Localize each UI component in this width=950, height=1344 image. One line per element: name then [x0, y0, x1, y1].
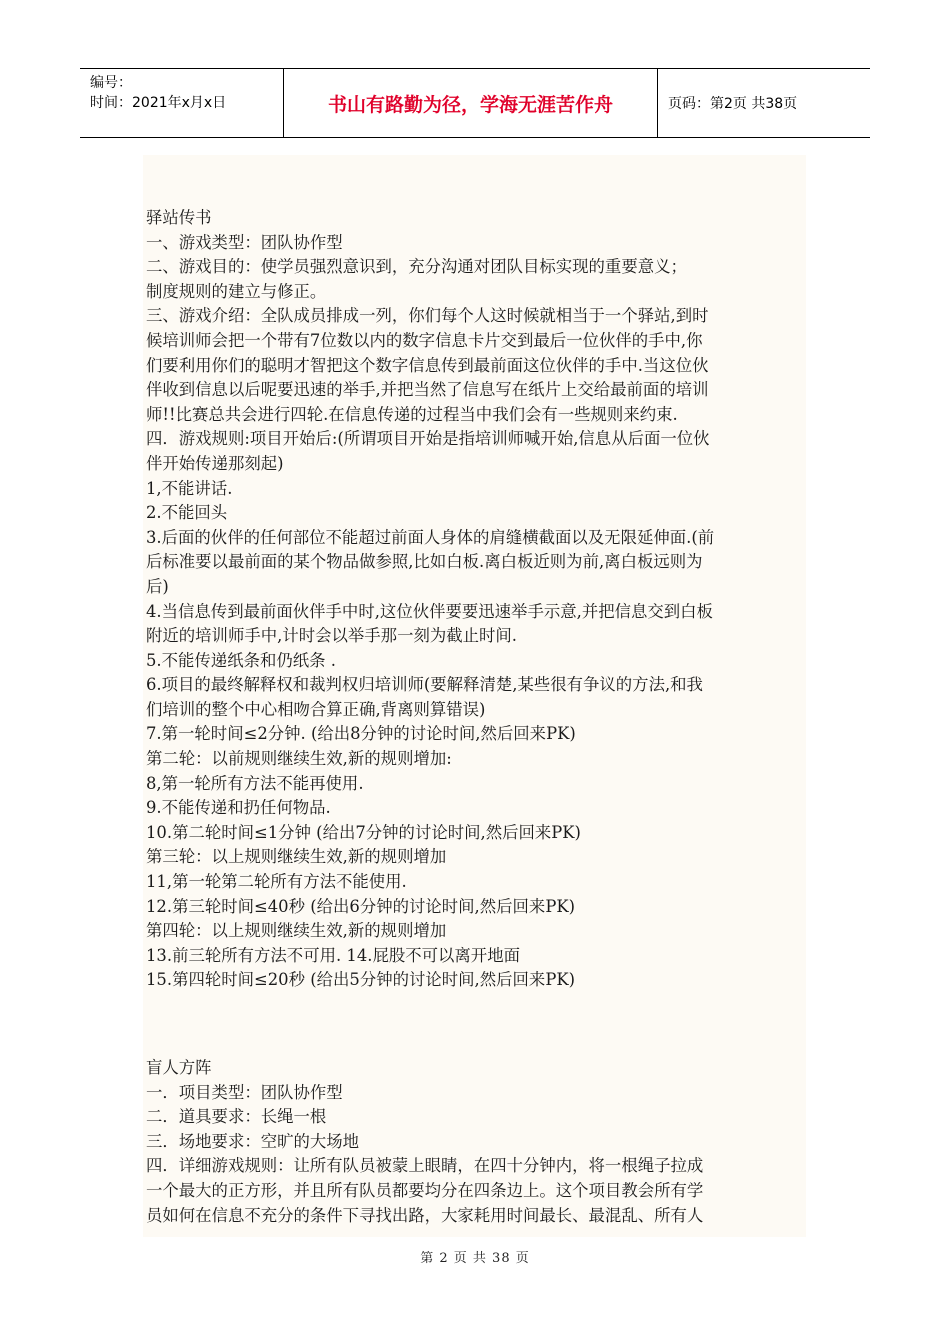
- text-line: 9.不能传递和扔任何物品.: [146, 798, 331, 818]
- text-line: 第三轮：以上规则继续生效,新的规则增加: [146, 847, 447, 867]
- text-line: 7.第一轮时间≤2分钟. (给出8分钟的讨论时间,然后回来PK): [146, 724, 576, 744]
- text-line: 3.后面的伙伴的任何部位不能超过前面人身体的肩缝横截面以及无限延伸面.(前: [146, 527, 715, 547]
- text-line: 1,不能讲话.: [146, 478, 233, 498]
- text-line: 三、游戏介绍：全队成员排成一列，你们每个人这时候就相当于一个驿站,到时: [146, 306, 709, 326]
- text-line: 候培训师会把一个带有7位数以内的数字信息卡片交到最后一位伙伴的手中,你: [146, 330, 703, 350]
- text-line: 制度规则的建立与修正。: [146, 281, 327, 301]
- text-line: 6.项目的最终解释权和裁判权归培训师(要解释清楚,某些很有争议的方法,和我: [146, 675, 703, 695]
- text-line: 后): [146, 576, 169, 596]
- text-line: 第二轮：以前规则继续生效,新的规则增加:: [146, 749, 452, 769]
- text-line: 11,第一轮第二轮所有方法不能使用.: [146, 872, 407, 892]
- page-footer: 第 2 页 共 38 页: [420, 1251, 530, 1266]
- text-line: 后标准要以最前面的某个物品做参照,比如白板.离白板近则为前,离白板远则为: [146, 552, 703, 572]
- text-line: 5.不能传递纸条和仍纸条 .: [146, 650, 336, 670]
- section-title: 盲人方阵: [146, 1058, 212, 1077]
- text-line: 四．游戏规则:项目开始后:(所谓项目开始是指培训师喊开始,信息从后面一位伙: [146, 429, 710, 449]
- text-line: 一．项目类型：团队协作型: [146, 1082, 343, 1102]
- header-meta: [80, 69, 284, 137]
- text-line: 三．场地要求：空旷的大场地: [146, 1131, 360, 1151]
- text-line: 二．道具要求：长绳一根: [146, 1107, 327, 1127]
- header-motto: 书山有路勤为径，学海无涯苦作舟: [284, 69, 658, 137]
- text-line: 四．详细游戏规则：让所有队员被蒙上眼睛，在四十分钟内，将一根绳子拉成: [146, 1156, 704, 1176]
- text-line: 员如何在信息不充分的条件下寻找出路，大家耗用时间最长、最混乱、所有人: [146, 1205, 704, 1225]
- section-title: 驿站传书: [146, 208, 212, 227]
- text-line: 12.第三轮时间≤40秒 (给出6分钟的讨论时间,然后回来PK): [146, 896, 575, 916]
- date-label: 时间：2021年x月x日: [90, 95, 227, 111]
- text-line: 13.前三轮所有方法不可用. 14.屁股不可以离开地面: [146, 945, 520, 965]
- text-line: 一个最大的正方形，并且所有队员都要均分在四条边上。这个项目教会所有学: [146, 1180, 704, 1200]
- text-line: 们要利用你们的聪明才智把这个数字信息传到最前面这位伙伴的手中.当这位伙: [146, 355, 709, 375]
- page-header: [80, 68, 870, 138]
- text-line: 第四轮：以上规则继续生效,新的规则增加: [146, 921, 447, 941]
- text-line: 2.不能回头: [146, 503, 228, 523]
- text-line: 们培训的整个中心相吻合算正确,背离则算错误): [146, 699, 486, 719]
- text-line: 8,第一轮所有方法不能再使用.: [146, 773, 364, 793]
- text-line: 15.第四轮时间≤20秒 (给出5分钟的讨论时间,然后回来PK): [146, 970, 575, 990]
- text-line: 伴开始传递那刻起): [146, 453, 284, 473]
- section-relay-message: [146, 206, 816, 993]
- section-blind-square: [146, 1056, 816, 1228]
- header-page-label: 页码：第2页 共38页: [668, 96, 798, 112]
- number-label: 编号：: [90, 75, 132, 91]
- text-line: 伴收到信息以后呢要迅速的举手,并把当然了信息写在纸片上交给最前面的培训: [146, 380, 709, 400]
- text-line: 4.当信息传到最前面伙伴手中时,这位伙伴要要迅速举手示意,并把信息交到白板: [146, 601, 713, 621]
- text-line: 一、游戏类型：团队协作型: [146, 232, 343, 252]
- text-line: 师!!比赛总共会进行四轮.在信息传递的过程当中我们会有一些规则来约束.: [146, 404, 678, 424]
- text-line: 10.第二轮时间≤1分钟 (给出7分钟的讨论时间,然后回来PK): [146, 822, 581, 842]
- text-line: 二、游戏目的：使学员强烈意识到，充分沟通对团队目标实现的重要意义；: [146, 257, 687, 277]
- text-line: 附近的培训师手中,计时会以举手那一刻为截止时间.: [146, 626, 518, 646]
